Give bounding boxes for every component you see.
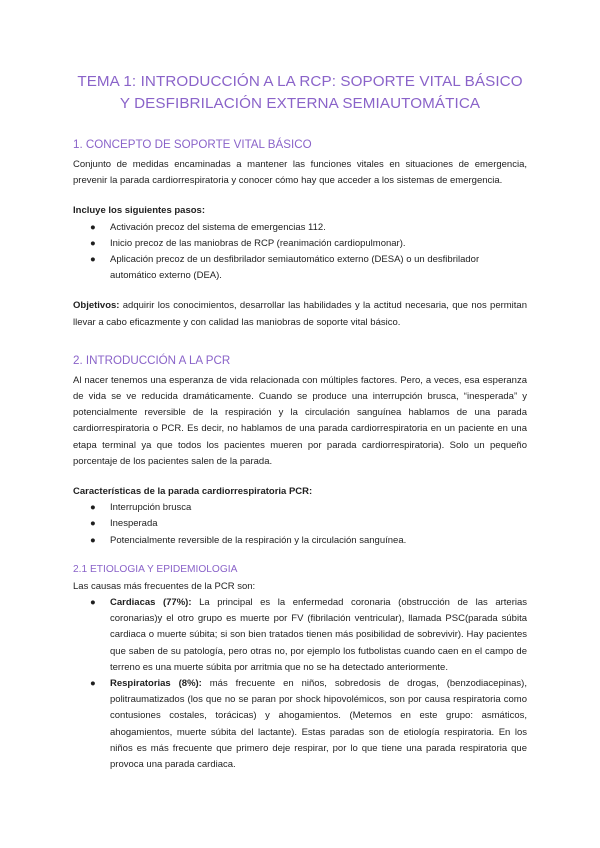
bullet-icon: ● bbox=[90, 502, 96, 514]
list-item bbox=[73, 252, 527, 284]
list-item-text: Interrupción brusca bbox=[110, 502, 192, 514]
bullet-icon: ● bbox=[90, 254, 96, 266]
objectives-label: Objetivos: bbox=[73, 300, 120, 312]
list-item bbox=[73, 533, 527, 549]
list-item bbox=[73, 220, 527, 236]
cause-text: más frecuente en niños, sobredosis de drogas, (benzodiacepinas), politraumatizados (los que no se paran por shock hipovolémicos, son por causa respiratoria como contusiones costales, torácicas) y ahogamientos. (Metemos en este grupo: asmáticos, ahogamientos, muerte súbita del lactante). Estas paradas son de etiología respiratoria. En los niños es más frecuente que primero deje respirar, por lo que tiene una parada respiratoria que provoca una parada cardiaca. bbox=[110, 678, 527, 771]
list-item-text: Activación precoz del sistema de emergencias 112. bbox=[110, 221, 326, 233]
section-heading-etiologia: 2.1 ETIOLOGIA Y EPIDEMIOLOGIA bbox=[73, 563, 238, 575]
bullet-icon: ● bbox=[90, 237, 96, 249]
paragraph-causes-intro: Las causas más frecuentes de la PCR son: bbox=[73, 580, 256, 592]
features-label: Características de la parada cardiorrespiratoria PCR: bbox=[73, 486, 313, 498]
bullet-icon: ● bbox=[90, 534, 96, 546]
paragraph-pcr-intro: Al nacer tenemos una esperanza de vida relacionada con múltiples factores. Pero, a veces, esa esperanza de vida se ve reducida dramáticamente. Cuando se produce una interrupción brusca, “inesperada” y potencialmente reversible de la respiración y la circulación sanguínea hablamos de una parada cardiorrespiratoria o PCR. Es decir, no hablamos de una parada cardiorrespiratoria en un paciente en una etapa terminal ya que todos los pacientes mueren por parada cardiorrespiratoria). Solo un pequeño porcentaje de los pacientes salen de la parada. bbox=[73, 374, 527, 467]
list-item-text: Aplicación precoz de un desfibrilador semiautomático externo (DESA) o un desfibrilador automático externo (DEA). bbox=[110, 254, 480, 282]
steps-label: Incluye los siguientes pasos: bbox=[73, 205, 205, 217]
list-item bbox=[73, 676, 527, 773]
document-title: TEMA 1: INTRODUCCIÓN A LA RCP: SOPORTE VITAL BÁSICO Y DESFIBRILACIÓN EXTERNA SEMIAUTOMÁTICA bbox=[77, 73, 523, 112]
features-list bbox=[73, 500, 527, 549]
steps-list bbox=[73, 220, 527, 285]
section-etiologia bbox=[73, 563, 527, 773]
list-item bbox=[73, 236, 527, 252]
list-item-text: Inicio precoz de las maniobras de RCP (reanimación cardiopulmonar). bbox=[110, 237, 406, 249]
list-item bbox=[73, 500, 527, 516]
cause-label: Respiratorias (8%): bbox=[110, 678, 202, 690]
list-item-text: Inesperada bbox=[110, 518, 158, 530]
causes-list bbox=[73, 595, 527, 773]
section-introduccion-pcr bbox=[73, 353, 527, 549]
section-concepto-svb bbox=[73, 137, 527, 331]
bullet-icon: ● bbox=[90, 518, 96, 530]
section-heading-pcr: 2. INTRODUCCIÓN A LA PCR bbox=[73, 353, 231, 367]
bullet-icon: ● bbox=[90, 597, 96, 609]
objectives-text: adquirir los conocimientos, desarrollar las habilidades y la actitud necesaria, que nos permitan llevar a cabo eficazmente y con calidad las maniobras de soporte vital básico. bbox=[73, 300, 527, 328]
list-item bbox=[73, 516, 527, 532]
paragraph-objectives bbox=[73, 298, 527, 330]
cause-text: La principal es la enfermedad coronaria (obstrucción de las arterias coronarias)y el otro grupo es muerte por FV (fibrilación ventricular), llamada PSC(parada súbita cardiaca o muerte súbita; si son bien tratados tienen más posibilidad de sobrevivir). Hay pacientes que saben de su patología, pero otras no, por ejemplo los futbolistas cuando caen en el campo de terreno es una muerte súbita por arritmia que no se ha detectado anteriormente. bbox=[110, 597, 527, 673]
bullet-icon: ● bbox=[90, 221, 96, 233]
paragraph-definition: Conjunto de medidas encaminadas a mantener las funciones vitales en situaciones de emergencia, prevenir la parada cardiorrespiratoria y conocer cómo hay que acceder a los sistemas de emergencia. bbox=[73, 159, 527, 187]
list-item-text: Potencialmente reversible de la respiración y la circulación sanguínea. bbox=[110, 534, 407, 546]
bullet-icon: ● bbox=[90, 678, 96, 690]
list-item bbox=[73, 595, 527, 676]
cause-label: Cardiacas (77%): bbox=[110, 597, 192, 609]
section-heading-concepto: 1. CONCEPTO DE SOPORTE VITAL BÁSICO bbox=[73, 138, 312, 151]
